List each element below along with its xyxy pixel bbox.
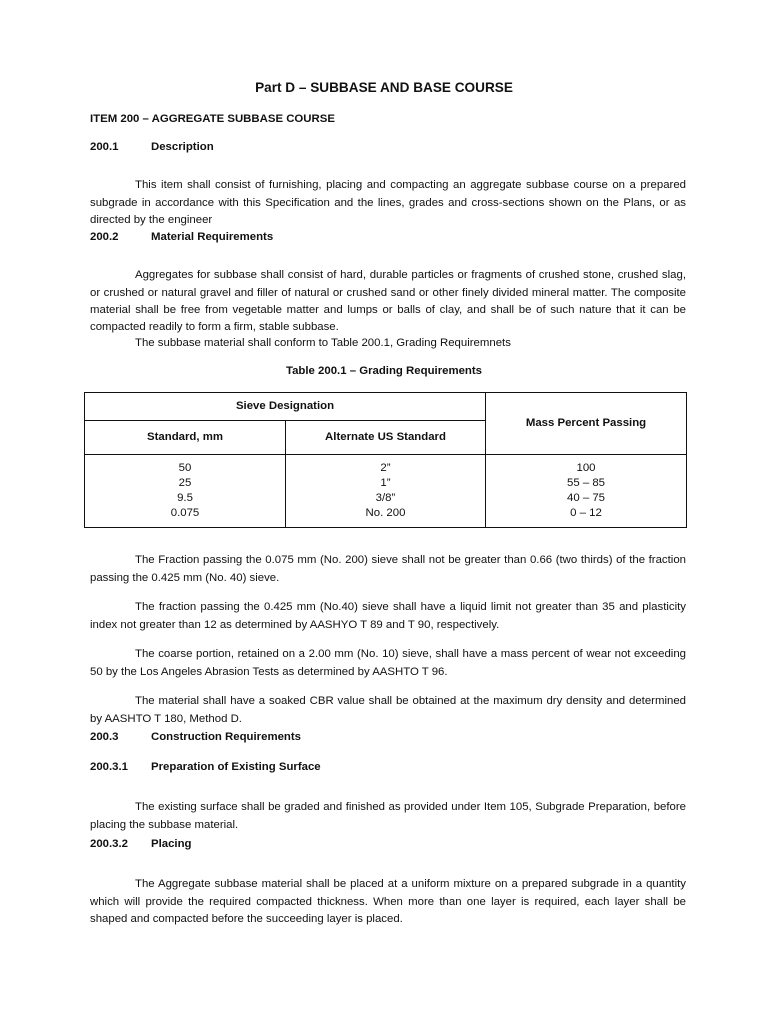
header-standard-mm: Standard, mm (85, 421, 286, 455)
standard-value: 0.075 (170, 507, 200, 519)
alternate-value: 2” (380, 462, 391, 474)
alternate-value: 1” (380, 477, 391, 489)
fraction-425-paragraph (90, 599, 686, 633)
standard-value: 25 (178, 477, 192, 489)
section-200-2-title: Material Requirements (151, 231, 274, 243)
mass-percent-cell (486, 455, 687, 528)
standard-mm-cell (85, 455, 286, 528)
description-paragraph (90, 177, 686, 229)
section-200-2-number: 200.2 (90, 231, 119, 243)
fraction-075-paragraph (90, 552, 686, 586)
item-title: ITEM 200 – AGGREGATE SUBBASE COURSE (90, 113, 335, 125)
standard-value: 9.5 (177, 492, 193, 504)
existing-surface-text: The existing surface shall be graded and finished as provided under Item 105, Subgrade Preparation, before placing the subbase material. (90, 801, 686, 831)
mass-value: 55 – 85 (566, 477, 605, 489)
mass-value: 0 – 12 (570, 507, 602, 519)
mass-value: 40 – 75 (566, 492, 605, 504)
section-200-3-1-number: 200.3.1 (90, 761, 129, 773)
mass-value: 100 (576, 462, 596, 474)
section-200-3-2-number: 200.3.2 (90, 838, 129, 850)
table-caption: Table 200.1 – Grading Requirements (285, 365, 483, 377)
section-200-3-number: 200.3 (90, 731, 119, 743)
fraction-425-text: The fraction passing the 0.425 mm (No.40) sieve shall have a liquid limit not greater than 35 and plasticity index not greater than 12 as determined by AASHYO T 89 and T 90, respectively. (90, 601, 686, 631)
section-200-3-2-title: Placing (151, 838, 192, 850)
coarse-text: The coarse portion, retained on a 2.00 mm (No. 10) sieve, shall have a mass percent of wear not exceeding 50 by the Los Angeles Abrasion Tests as determined by AASHTO T 96. (90, 648, 686, 678)
aggregates-text: Aggregates for subbase shall consist of hard, durable particles or fragments of crushed stone, crushed slag, or crushed or natural gravel and filler of natural or crushed sand or other finely divided mineral matter. The composite material shall be free from vegetable matter and lumps or balls of clay, and shall be of such nature that it can be compacted readily to form a firm, stable subbase. (90, 269, 686, 333)
placing-text: The Aggregate subbase material shall be placed at a uniform mixture on a prepared subgrade in a quantity which will provide the required compacted thickness. When more than one layer is required, each layer shall be shaped and compacted before the succeeding layer is placed. (90, 878, 686, 925)
alternate-value: No. 200 (365, 507, 406, 519)
header-alternate-us-standard: Alternate US Standard (286, 421, 486, 455)
header-mass-percent-passing: Mass Percent Passing (486, 393, 687, 455)
description-text: This item shall consist of furnishing, placing and compacting an aggregate subbase course on a prepared subgrade in accordance with this Specification and the lines, grades and cross-sections shown on the Plans, or as directed by the engineer (90, 179, 686, 226)
conform-paragraph: The subbase material shall conform to Table 200.1, Grading Requiremnets (135, 337, 511, 349)
coarse-paragraph (90, 646, 686, 680)
cbr-paragraph (90, 693, 686, 727)
standard-value: 50 (178, 462, 192, 474)
cbr-text: The material shall have a soaked CBR value shall be obtained at the maximum dry density and determined by AASHTO T 180, Method D. (90, 695, 686, 725)
header-sieve-designation: Sieve Designation (85, 393, 486, 421)
aggregates-paragraph (90, 267, 686, 336)
part-title: Part D – SUBBASE AND BASE COURSE (255, 80, 513, 95)
alternate-value: 3/8” (375, 492, 396, 504)
fraction-075-text: The Fraction passing the 0.075 mm (No. 200) sieve shall not be greater than 0.66 (two thirds) of the fraction passing the 0.425 mm (No. 40) sieve. (90, 554, 686, 584)
alternate-us-cell (286, 455, 486, 528)
existing-surface-paragraph (90, 799, 686, 833)
section-200-3-title: Construction Requirements (151, 731, 301, 743)
section-200-1-number: 200.1 (90, 141, 119, 153)
grading-requirements-table (84, 392, 687, 528)
placing-paragraph (90, 876, 686, 928)
section-200-3-1-title: Preparation of Existing Surface (151, 761, 321, 773)
section-200-1-title: Description (151, 141, 214, 153)
